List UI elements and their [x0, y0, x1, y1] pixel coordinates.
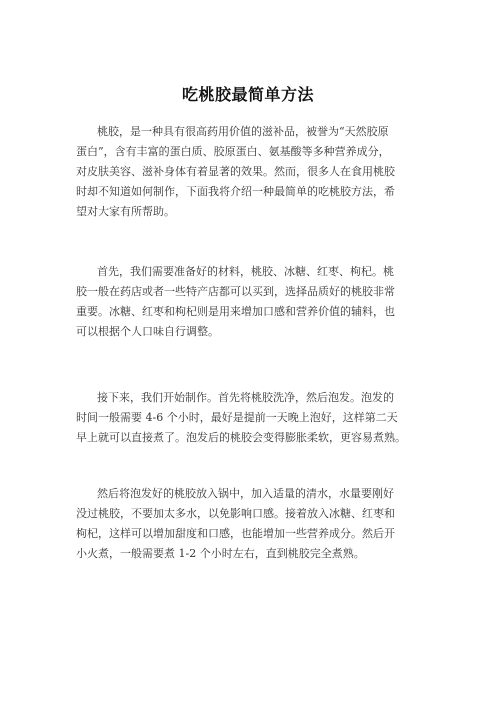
paragraph-line: 枸杞，这样可以增加甜度和口感，也能增加一些营养成分。然后开 [76, 527, 395, 540]
paragraph-line: 重要。冰糖、红枣和枸杞则是用来增加口感和营养价值的辅料，也 [76, 305, 395, 318]
paragraph-line: 胶一般在药店或者一些特产店都可以买到，选择品质好的桃胶非常 [76, 285, 395, 298]
paragraph-materials [76, 262, 436, 342]
paragraph-line: 没过桃胶，不要加太多水，以免影响口感。接着放入冰糖、红枣和 [76, 507, 395, 520]
paragraph-line: 桃胶，是一种具有很高药用价值的滋补品，被誉为“天然胶原 [97, 125, 389, 138]
paragraph-line: 对皮肤美容、滋补身体有着显著的效果。然而，很多人在食用桃胶 [76, 165, 395, 178]
paragraph-line: 可以根据个人口味自行调整。 [76, 325, 219, 338]
paragraph-line: 望对大家有所帮助。 [76, 205, 175, 218]
paragraph-line: 小火煮，一般需要煮 1-2 个小时左右，直到桃胶完全煮熟。 [76, 547, 365, 560]
paragraph-line: 接下来，我们开始制作。首先将桃胶洗净，然后泡发。泡发的 [97, 391, 394, 404]
paragraph-intro [76, 122, 436, 222]
paragraph-line: 首先，我们需要准备好的材料，桃胶、冰糖、红枣、枸杞。桃 [97, 265, 394, 278]
paragraph-line: 然后将泡发好的桃胶放入锅中，加入适量的清水，水量要刚好 [97, 487, 394, 500]
paragraph-line: 蛋白”，含有丰富的蛋白质、胶原蛋白、氨基酸等多种营养成分， [76, 145, 390, 158]
paragraph-line: 时却不知道如何制作，下面我将介绍一种最简单的吃桃胶方法，希 [76, 185, 395, 198]
paragraph-soaking [76, 388, 436, 448]
paragraph-line: 早上就可以直接煮了。泡发后的桃胶会变得膨胀柔软，更容易煮熟。 [76, 431, 406, 444]
paragraph-cooking [76, 484, 436, 564]
document-title: 吃桃胶最简单方法 [181, 85, 314, 104]
paragraph-line: 时间一般需要 4-6 个小时，最好是提前一天晚上泡好，这样第二天 [76, 411, 398, 424]
